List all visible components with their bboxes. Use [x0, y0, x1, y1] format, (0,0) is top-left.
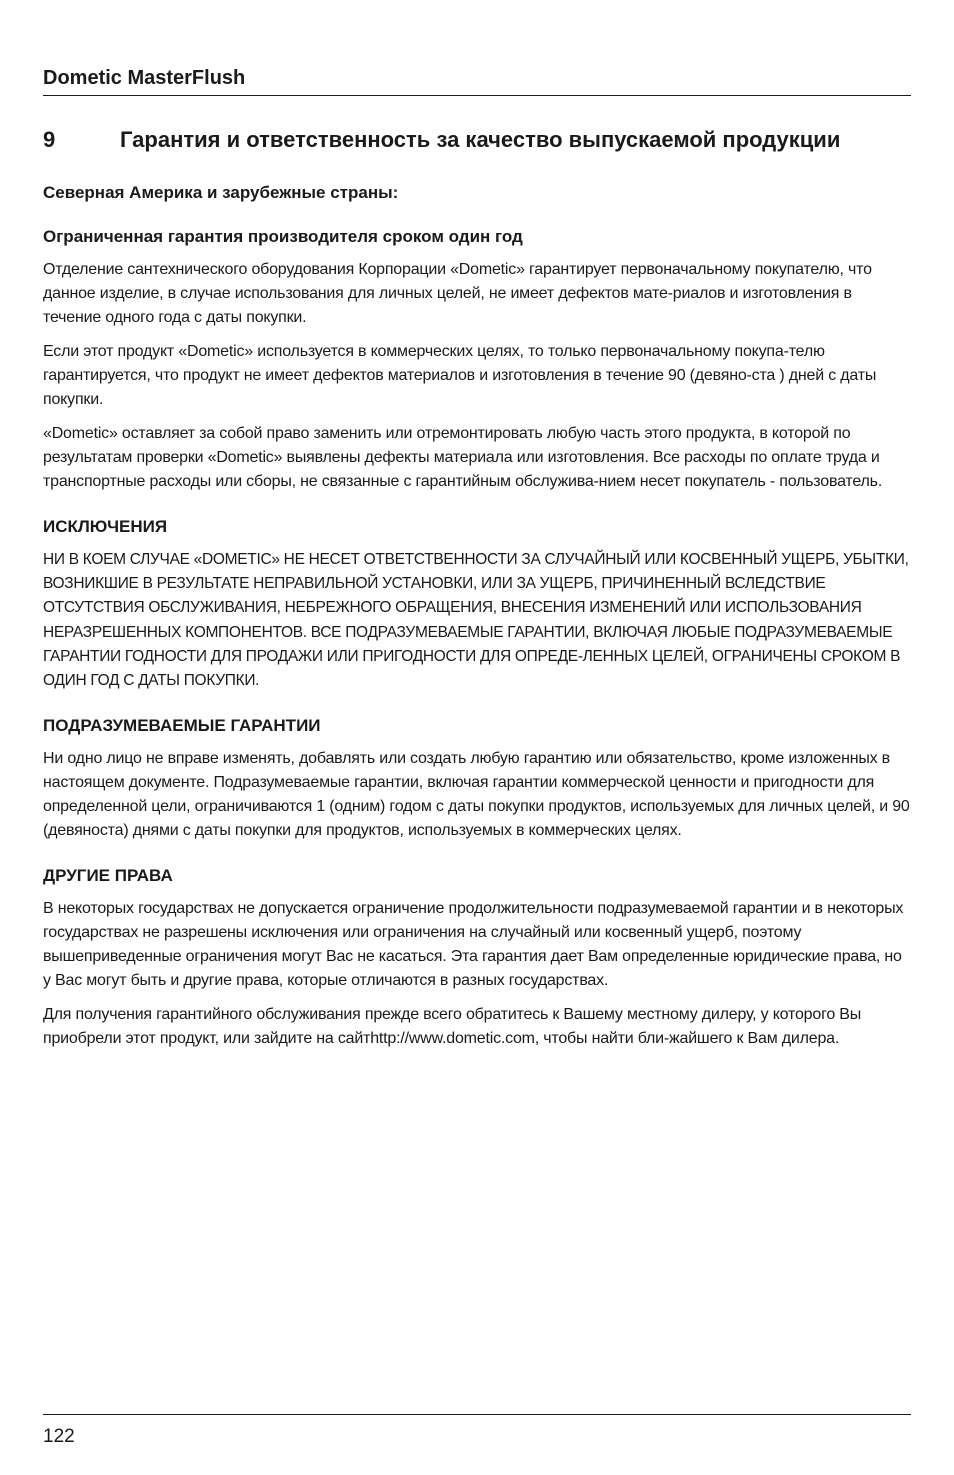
implied-warranties-text: Ни одно лицо не вправе изменять, добавлять или создать любую гарантию или обязательство, кроме изложенных в настоящем документе. Подразумеваемые гарантии, включая гарантии коммерческой ценности и пригодности для определенной цели, ограничиваются 1 (одним) годом с даты покупки продуктов, используемых для личных целей, и 90 (девяноста) днями с даты покупки для продуктов, используемых в коммерческих целях.: [43, 750, 910, 840]
exclusions-heading: ИСКЛЮЧЕНИЯ: [43, 517, 168, 536]
page-number: 122: [43, 1426, 75, 1447]
warranty-heading: Ограниченная гарантия производителя сроком один год: [43, 227, 523, 246]
header-title: Dometic MasterFlush: [43, 67, 246, 89]
other-rights-heading: ДРУГИЕ ПРАВА: [43, 866, 173, 886]
page-content: [43, 124, 911, 1061]
header-divider: [43, 95, 911, 96]
warranty-paragraph: Если этот продукт «Dometic» используется в коммерческих целях, то только первоначальному покупа-телю гарантируется, что продукт не имеет дефектов материалов и изготовления в течение 90 (девяно-ста ) дней с даты покупки.: [43, 343, 877, 408]
other-rights-paragraph: Для получения гарантийного обслуживания прежде всего обратитесь к Вашему местному дилеру, у которого Вы приобрели этот продукт, или зайдите на сайтhttp://www.dometic.com, чтобы найти бли-жайшего к Вам дилера.: [43, 1006, 862, 1048]
other-rights-paragraph: В некоторых государствах не допускается ограничение продолжительности подразумеваемой гарантии и в некоторых государствах не разрешены исключения или ограничения на случайный или косвенный ущерб, поэтому вышеприведенные ограничения могут Вас не касаться. Эта гарантия дает Вам определенные юридические права, но у Вас могут быть и другие права, которые отличаются в разных государствах.: [43, 900, 904, 990]
exclusions-text: НИ В КОЕМ СЛУЧАЕ «DOMETIC» НЕ НЕСЕТ ОТВЕТСТВЕННОСТИ ЗА СЛУЧАЙНЫЙ ИЛИ КОСВЕННЫЙ УЩЕРБ, УБЫТКИ, ВОЗНИКШИЕ В РЕЗУЛЬТАТЕ НЕПРАВИЛЬНОЙ УСТАНОВКИ, ИЛИ ЗА УЩЕРБ, ПРИЧИНЕННЫЙ ВСЛЕДСТВИЕ ОТСУТСТВИЯ ОБСЛУЖИВАНИЯ, НЕБРЕЖНОГО ОБРАЩЕНИЯ, ВНЕСЕНИЯ ИЗМЕНЕНИЙ ИЛИ ИСПОЛЬЗОВАНИЯ НЕРАЗРЕШЕННЫХ КОМПОНЕНТОВ. ВСЕ ПОДРАЗУМЕВАЕМЫЕ ГАРАНТИИ, ВКЛЮЧАЯ ЛЮБЫЕ ПОДРАЗУМЕВАЕМЫЕ ГАРАНТИИ ГОДНОСТИ ДЛЯ ПРОДАЖИ ИЛИ ПРИГОДНОСТИ ДЛЯ ОПРЕДЕ-ЛЕННЫХ ЦЕЛЕЙ, ОГРАНИЧЕНЫ СРОКОМ В ОДИН ГОД С ДАТЫ ПОКУПКИ.: [43, 551, 909, 690]
warranty-paragraph: «Dometic» оставляет за собой право заменить или отремонтировать любую часть этого продукта, в которой по результатам проверки «Dometic» выявлены дефекты материала или изготовления. Все расходы по оплате труда и транспортные расходы или сборы, не связанные с гарантийным обслужива-нием несет покупатель - пользователь.: [43, 425, 883, 490]
page-footer: [43, 1414, 911, 1450]
region-heading: Северная Америка и зарубежные страны:: [43, 183, 399, 202]
warranty-paragraph: Отделение сантехнического оборудования Корпорации «Dometic» гарантирует первоначальному покупателю, что данное изделие, в случае использования для личных целей, не имеет дефектов мате-риалов и изготовления в течение одного года с даты покупки.: [43, 261, 872, 326]
page-header: [43, 64, 911, 96]
section-title: Гарантия и ответственность за качество выпускаемой продукции: [120, 127, 841, 152]
implied-warranties-heading: ПОДРАЗУМЕВАЕМЫЕ ГАРАНТИИ: [43, 716, 321, 736]
section-heading: [43, 124, 911, 156]
section-number: 9: [43, 127, 56, 152]
